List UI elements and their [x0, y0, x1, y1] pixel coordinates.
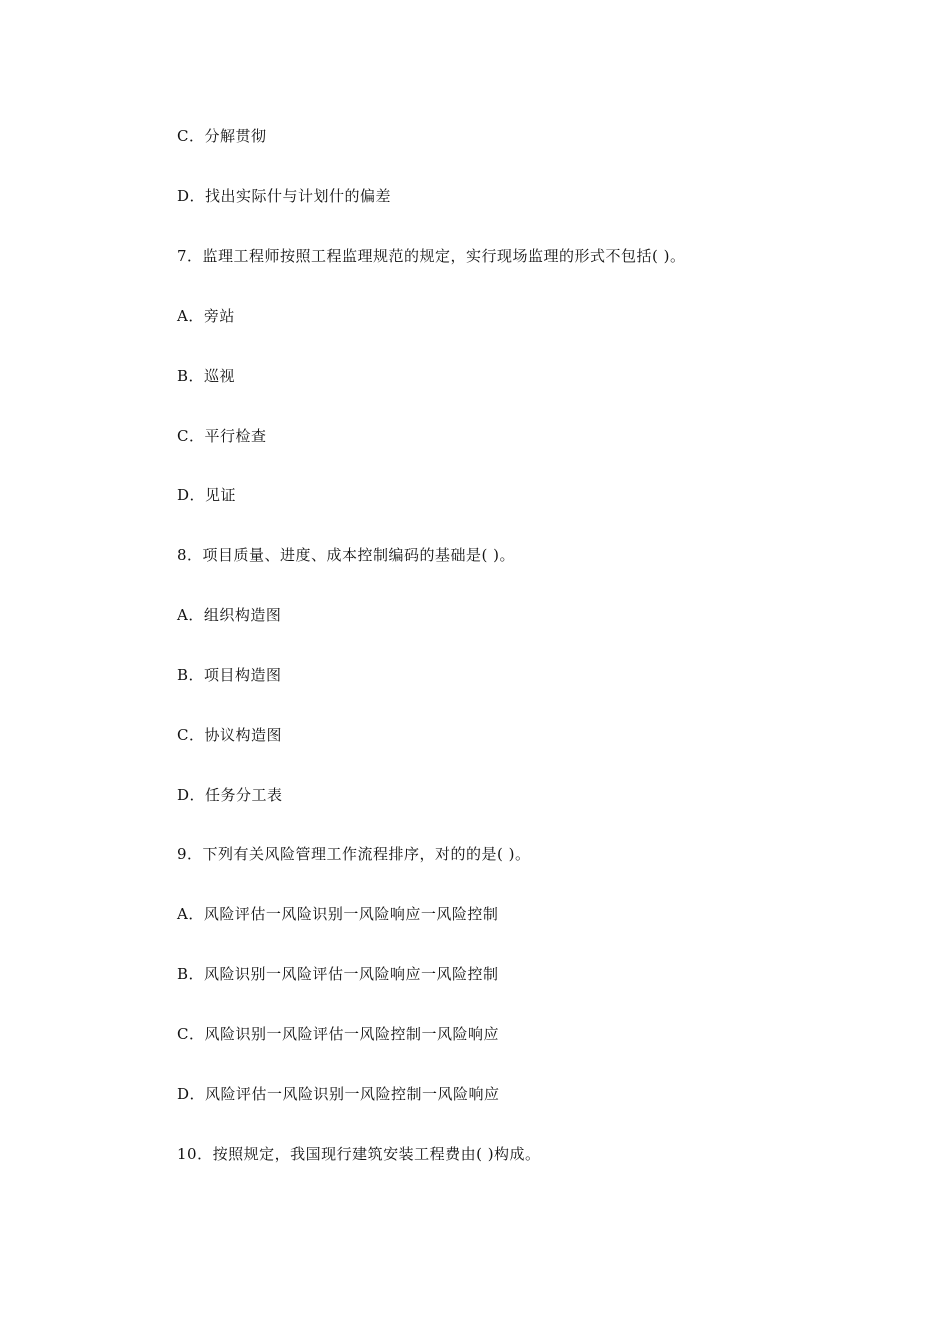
option-9c: C．风险识别一风险评估一风险控制一风险响应: [177, 1025, 499, 1043]
question-7: 7．监理工程师按照工程监理规范的规定，实行现场监理的形式不包括( )。: [177, 247, 686, 265]
question-9: 9．下列有关风险管理工作流程排序，对的的是( )。: [177, 845, 531, 863]
option-7d: D．见证: [177, 486, 237, 504]
option-9b: B．风险识别一风险评估一风险响应一风险控制: [177, 965, 499, 983]
option-7a: A．旁站: [177, 307, 235, 325]
option-8c: C．协议构造图: [177, 726, 282, 744]
question-8: 8．项目质量、进度、成本控制编码的基础是( )。: [177, 546, 516, 564]
option-7b: B．巡视: [177, 367, 236, 385]
option-8b: B．项目构造图: [177, 666, 282, 684]
option-8d: D．任务分工表: [177, 786, 283, 804]
option-6c: C．分解贯彻: [177, 127, 267, 145]
option-7c: C．平行检查: [177, 427, 267, 445]
option-9a: A．风险评估一风险识别一风险响应一风险控制: [177, 905, 499, 923]
option-8a: A．组织构造图: [177, 606, 282, 624]
question-10: 10．按照规定，我国现行建筑安装工程费由( )构成。: [177, 1145, 541, 1163]
option-9d: D．风险评估一风险识别一风险控制一风险响应: [177, 1085, 500, 1103]
option-6d: D．找出实际什与计划什的偏差: [177, 187, 392, 205]
